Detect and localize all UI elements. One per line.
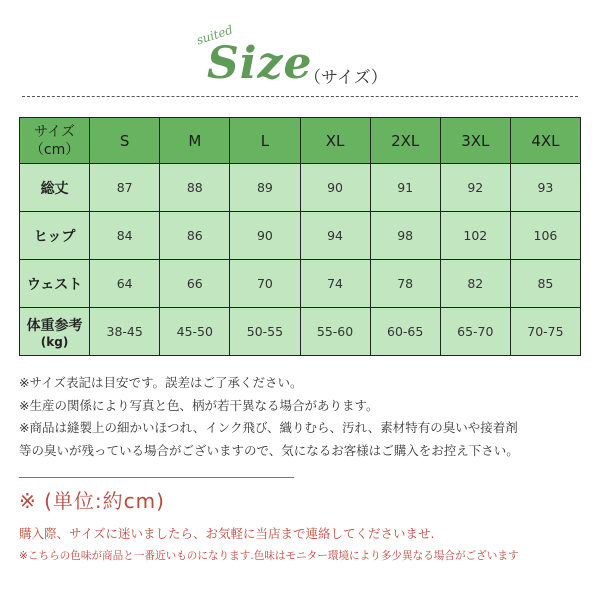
size-col-3xl: 3XL bbox=[440, 118, 510, 164]
table-cell: 90 bbox=[230, 212, 300, 260]
size-col-s: S bbox=[90, 118, 160, 164]
size-col-m: M bbox=[160, 118, 230, 164]
table-cell: 74 bbox=[300, 260, 370, 308]
table-cell: 50-55 bbox=[230, 308, 300, 356]
table-cell: 94 bbox=[300, 212, 370, 260]
table-cell: 98 bbox=[370, 212, 440, 260]
table-row bbox=[20, 260, 581, 308]
suited-script-text: suited bbox=[194, 22, 235, 48]
table-row bbox=[20, 212, 581, 260]
corner-unit: （cm） bbox=[29, 141, 80, 158]
table-cell: 82 bbox=[440, 260, 510, 308]
size-col-l: L bbox=[230, 118, 300, 164]
table-cell: 92 bbox=[440, 164, 510, 212]
table-row bbox=[20, 164, 581, 212]
table-cell: 70 bbox=[230, 260, 300, 308]
note-line: ※サイズ表記は目安です。誤差はご了承ください。 bbox=[19, 375, 303, 390]
table-cell: 70-75 bbox=[510, 308, 580, 356]
table-cell: 55-60 bbox=[300, 308, 370, 356]
size-col-xl: XL bbox=[300, 118, 370, 164]
table-cell: 65-70 bbox=[440, 308, 510, 356]
note-line: ※商品は縫製上の細かいほつれ、インク飛び、織りむら、汚れ、素材特有の臭いや接着剤 bbox=[19, 420, 518, 435]
table-cell: 85 bbox=[510, 260, 580, 308]
table-cell: 45-50 bbox=[160, 308, 230, 356]
size-col-4xl: 4XL bbox=[510, 118, 580, 164]
table-cell: 87 bbox=[90, 164, 160, 212]
dashed-divider bbox=[22, 96, 578, 97]
table-cell: 88 bbox=[160, 164, 230, 212]
weight-label: 体重参考 bbox=[26, 317, 83, 334]
table-cell: 64 bbox=[90, 260, 160, 308]
table-cell: 38-45 bbox=[90, 308, 160, 356]
unit-note: ※ (単位:約cm) bbox=[19, 489, 165, 513]
note-line: 等の臭いが残っている場合がございますので、気になるお客様はご購入をお控え下さい。 bbox=[19, 442, 519, 458]
table-cell: 93 bbox=[510, 164, 580, 212]
table-cell: 106 bbox=[510, 212, 580, 260]
size-chart-table bbox=[19, 117, 581, 356]
row-label-weight bbox=[20, 308, 90, 356]
table-cell: 86 bbox=[160, 212, 230, 260]
size-col-2xl: 2XL bbox=[370, 118, 440, 164]
row-label-length: 総丈 bbox=[20, 164, 90, 212]
table-header-row bbox=[20, 118, 581, 164]
notes-divider bbox=[19, 477, 294, 478]
row-label-waist: ウェスト bbox=[20, 260, 90, 308]
table-row bbox=[20, 308, 581, 356]
color-note: ※こちらの色味が商品と一番近いものになります.色味はモニター環境により多少異なる場合がございます bbox=[19, 550, 519, 562]
size-title: Size bbox=[207, 38, 313, 89]
size-subtitle: （サイズ） bbox=[304, 68, 388, 88]
row-label-hip: ヒップ bbox=[20, 212, 90, 260]
table-cell: 66 bbox=[160, 260, 230, 308]
contact-note: 購入際、サイズに迷いましたら、お気軽に当店まで連絡してくださいませ. bbox=[19, 526, 435, 541]
corner-label: サイズ bbox=[34, 123, 75, 140]
size-header bbox=[0, 0, 600, 100]
notes-block bbox=[19, 372, 584, 462]
table-cell: 90 bbox=[300, 164, 370, 212]
table-cell: 89 bbox=[230, 164, 300, 212]
corner-cell bbox=[20, 118, 90, 164]
weight-unit: (kg) bbox=[40, 334, 69, 349]
table-cell: 84 bbox=[90, 212, 160, 260]
table-cell: 78 bbox=[370, 260, 440, 308]
table-cell: 102 bbox=[440, 212, 510, 260]
table-cell: 60-65 bbox=[370, 308, 440, 356]
note-line: ※生産の関係により写真と色、柄が若干異なる場合があります。 bbox=[19, 397, 379, 413]
table-cell: 91 bbox=[370, 164, 440, 212]
